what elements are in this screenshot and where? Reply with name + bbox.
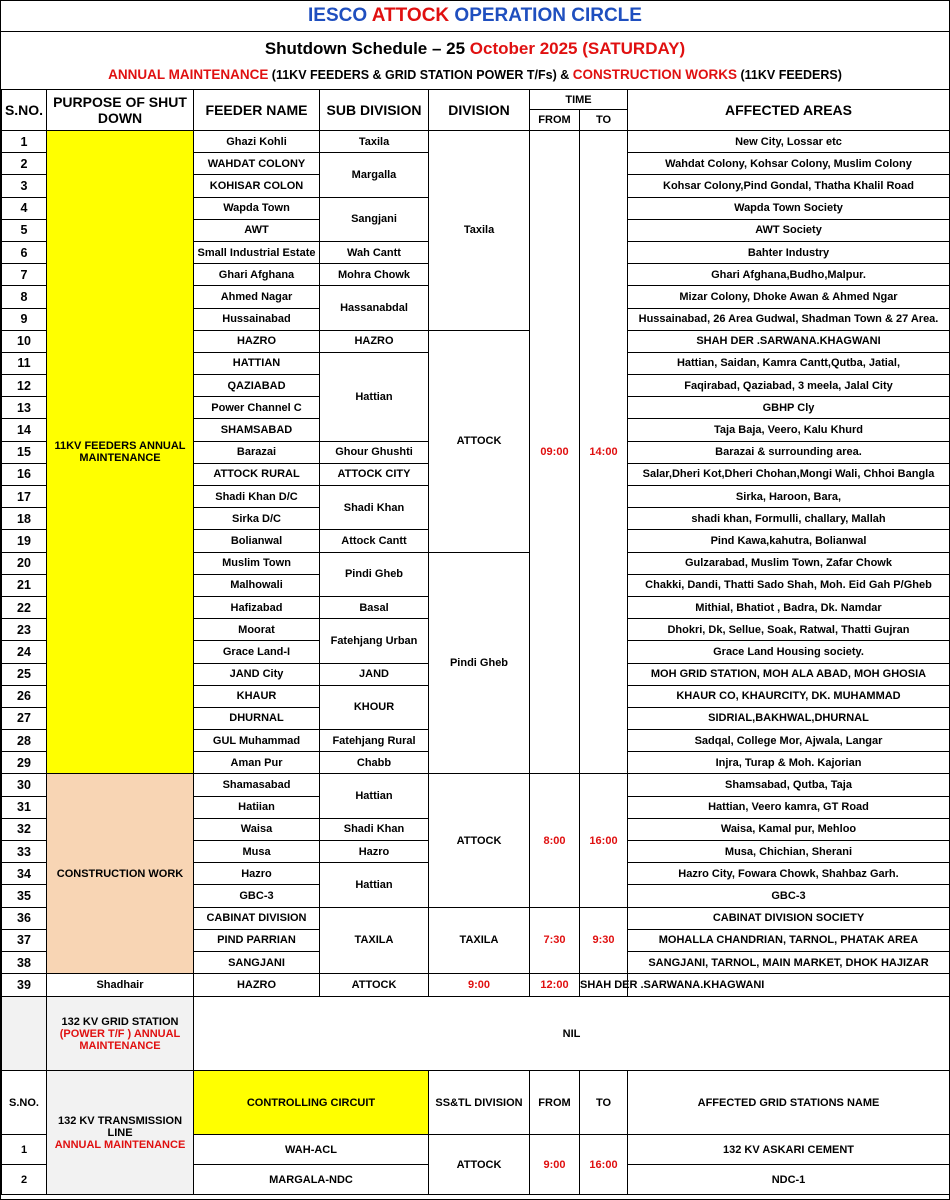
col-division: DIVISION — [429, 90, 530, 131]
tl-from: 9:00 — [530, 1135, 580, 1195]
feeder-cell: Shadhair — [47, 974, 194, 997]
col-subdivision: SUB DIVISION — [320, 90, 429, 131]
division-cell: ATTOCK — [320, 974, 429, 997]
sno-cell: 10 — [2, 330, 47, 352]
feeder-cell: AWT — [194, 219, 320, 241]
sno-cell: 5 — [2, 219, 47, 241]
subdivision-cell: HAZRO — [194, 974, 320, 997]
feeder-cell: Hatiian — [194, 796, 320, 818]
tl-col-division: SS&TL DIVISION — [429, 1071, 530, 1135]
tl-circuit: WAH-ACL — [194, 1135, 429, 1165]
division-cell: ATTOCK — [429, 330, 530, 552]
affected-area-cell: Kohsar Colony,Pind Gondal, Thatha Khalil Road — [628, 175, 950, 197]
sno-cell: 4 — [2, 197, 47, 219]
affected-area-cell: SANGJANI, TARNOL, MAIN MARKET, DHOK HAJIZAR — [628, 951, 950, 973]
subdivision-cell: Hattian — [320, 863, 429, 907]
affected-area-cell: SHAH DER .SARWANA.KHAGWANI — [628, 330, 950, 352]
tl-label — [47, 1071, 194, 1195]
sno-cell: 24 — [2, 641, 47, 663]
feeder-cell: Ghari Afghana — [194, 264, 320, 286]
table-row — [2, 774, 950, 796]
feeder-cell: KHAUR — [194, 685, 320, 707]
sno-cell: 18 — [2, 508, 47, 530]
feeder-cell: Moorat — [194, 619, 320, 641]
feeder-cell: Muslim Town — [194, 552, 320, 574]
table-row — [2, 974, 950, 997]
affected-area-cell: Faqirabad, Qaziabad, 3 meela, Jalal City — [628, 375, 950, 397]
sno-cell: 34 — [2, 863, 47, 885]
affected-area-cell: Taja Baja, Veero, Kalu Khurd — [628, 419, 950, 441]
feeder-cell: Aman Pur — [194, 752, 320, 774]
affected-area-cell: SHAH DER .SARWANA.KHAGWANI — [580, 974, 628, 997]
feeder-cell: Barazai — [194, 441, 320, 463]
time-to-cell: 9:30 — [580, 907, 628, 974]
col-purpose: PURPOSE OF SHUT DOWN — [47, 90, 194, 131]
subdivision-cell: Taxila — [320, 131, 429, 153]
sno-cell: 25 — [2, 663, 47, 685]
affected-area-cell: Grace Land Housing society. — [628, 641, 950, 663]
feeder-cell: HAZRO — [194, 330, 320, 352]
subdivision-cell: Hattian — [320, 774, 429, 818]
affected-area-cell: Shamsabad, Qutba, Taja — [628, 774, 950, 796]
tl-sno: 2 — [2, 1165, 47, 1195]
sno-cell: 13 — [2, 397, 47, 419]
affected-area-cell: Hattian, Veero kamra, GT Road — [628, 796, 950, 818]
affected-area-cell: SIDRIAL,BAKHWAL,DHURNAL — [628, 707, 950, 729]
affected-area-cell: Sirka, Haroon, Bara, — [628, 486, 950, 508]
feeder-cell: HATTIAN — [194, 352, 320, 374]
sno-cell: 9 — [2, 308, 47, 330]
col-time: TIME — [530, 90, 628, 110]
feeder-cell: Bolianwal — [194, 530, 320, 552]
time-from-cell: 8:00 — [530, 774, 580, 907]
tl-to: 16:00 — [580, 1135, 628, 1195]
feeder-cell: CABINAT DIVISION — [194, 907, 320, 929]
subdivision-cell: Fatehjang Urban — [320, 619, 429, 663]
subdivision-cell: Pindi Gheb — [320, 552, 429, 596]
subdivision-cell: Shadi Khan — [320, 818, 429, 840]
tl-label-red: ANNUAL MAINTENANCE — [54, 1138, 186, 1151]
affected-area-cell: CABINAT DIVISION SOCIETY — [628, 907, 950, 929]
subdivision-cell: ATTOCK CITY — [320, 463, 429, 485]
sno-cell: 6 — [2, 241, 47, 263]
feeder-cell: Musa — [194, 841, 320, 863]
tl-station: NDC-1 — [628, 1165, 950, 1195]
subdivision-cell: JAND — [320, 663, 429, 685]
affected-area-cell: Hazro City, Fowara Chowk, Shahbaz Garh. — [628, 863, 950, 885]
blank-cell — [2, 997, 47, 1071]
feeder-cell: Grace Land-I — [194, 641, 320, 663]
feeder-cell: Power Channel C — [194, 397, 320, 419]
feeder-cell: Hafizabad — [194, 596, 320, 618]
subdivision-cell: Wah Cantt — [320, 241, 429, 263]
subdivision-cell: Chabb — [320, 752, 429, 774]
sno-cell: 21 — [2, 574, 47, 596]
affected-area-cell: AWT Society — [628, 219, 950, 241]
affected-area-cell: shadi khan, Formulli, challary, Mallah — [628, 508, 950, 530]
sno-cell: 1 — [2, 131, 47, 153]
feeder-cell: Waisa — [194, 818, 320, 840]
sno-cell: 2 — [2, 153, 47, 175]
sno-cell: 8 — [2, 286, 47, 308]
table-row — [2, 997, 950, 1071]
sno-cell: 26 — [2, 685, 47, 707]
affected-area-cell: Bahter Industry — [628, 241, 950, 263]
table-row — [2, 90, 950, 110]
affected-area-cell: New City, Lossar etc — [628, 131, 950, 153]
time-to-cell: 16:00 — [580, 774, 628, 907]
grid-station-label-red: (POWER T/F ) ANNUAL MAINTENANCE — [59, 1027, 181, 1052]
feeder-cell: Ahmed Nagar — [194, 286, 320, 308]
feeder-cell: Hussainabad — [194, 308, 320, 330]
subdivision-cell: Hazro — [320, 841, 429, 863]
subdivision-cell: Ghour Ghushti — [320, 441, 429, 463]
tl-col-stations: AFFECTED GRID STATIONS NAME — [628, 1071, 950, 1135]
subdivision-cell: Hattian — [320, 352, 429, 441]
feeder-cell: PIND PARRIAN — [194, 929, 320, 951]
shutdown-table — [1, 89, 950, 1195]
sno-cell: 32 — [2, 818, 47, 840]
affected-area-cell: GBHP Cly — [628, 397, 950, 419]
affected-area-cell: MOHALLA CHANDRIAN, TARNOL, PHATAK AREA — [628, 929, 950, 951]
sno-cell: 30 — [2, 774, 47, 796]
affected-area-cell: GBC-3 — [628, 885, 950, 907]
col-from: FROM — [530, 110, 580, 131]
feeder-cell: JAND City — [194, 663, 320, 685]
affected-area-cell: Wahdat Colony, Kohsar Colony, Muslim Colony — [628, 153, 950, 175]
subdivision-cell: Mohra Chowk — [320, 264, 429, 286]
table-row — [2, 1071, 950, 1135]
feeder-cell: Shadi Khan D/C — [194, 486, 320, 508]
feeder-cell: Small Industrial Estate — [194, 241, 320, 263]
affected-area-cell: Hattian, Saidan, Kamra Cantt,Qutba, Jatial, — [628, 352, 950, 374]
affected-area-cell: Dhokri, Dk, Sellue, Soak, Ratwal, Thatti Gujran — [628, 619, 950, 641]
sno-cell: 27 — [2, 707, 47, 729]
subdivision-cell: Attock Cantt — [320, 530, 429, 552]
tl-col-from: FROM — [530, 1071, 580, 1135]
sno-cell: 14 — [2, 419, 47, 441]
tl-label-black: 132 KV TRANSMISSION LINE — [57, 1114, 183, 1139]
sno-cell: 15 — [2, 441, 47, 463]
time-from-cell: 9:00 — [429, 974, 530, 997]
sno-cell: 23 — [2, 619, 47, 641]
feeder-cell: Hazro — [194, 863, 320, 885]
feeder-cell: Ghazi Kohli — [194, 131, 320, 153]
sno-cell: 36 — [2, 907, 47, 929]
tl-sno: 1 — [2, 1135, 47, 1165]
time-to-cell: 12:00 — [530, 974, 580, 997]
sno-cell: 7 — [2, 264, 47, 286]
feeder-cell: Malhowali — [194, 574, 320, 596]
sno-cell: 17 — [2, 486, 47, 508]
grid-station-label — [47, 997, 194, 1071]
affected-area-cell: Mithial, Bhatiot , Badra, Dk. Namdar — [628, 596, 950, 618]
tl-station: 132 KV ASKARI CEMENT — [628, 1135, 950, 1165]
sno-cell: 12 — [2, 375, 47, 397]
sno-cell: 19 — [2, 530, 47, 552]
feeder-cell: SHAMSABAD — [194, 419, 320, 441]
sno-cell: 3 — [2, 175, 47, 197]
schedule-subtitle: ANNUAL MAINTENANCE (11KV FEEDERS & GRID STATION POWER T/Fs) & CONSTRUCTION WORKS (11KV FEEDERS) — [108, 67, 842, 82]
sno-cell: 28 — [2, 730, 47, 752]
sno-cell: 38 — [2, 951, 47, 973]
sno-cell: 33 — [2, 841, 47, 863]
division-cell: ATTOCK — [429, 774, 530, 907]
affected-area-cell: Injra, Turap & Moh. Kajorian — [628, 752, 950, 774]
subdivision-cell: KHOUR — [320, 685, 429, 729]
tl-col-circuit: CONTROLLING CIRCUIT — [194, 1071, 429, 1135]
sno-cell: 11 — [2, 352, 47, 374]
subdivision-cell: Margalla — [320, 153, 429, 197]
feeder-cell: GBC-3 — [194, 885, 320, 907]
subdivision-cell: Hassanabdal — [320, 286, 429, 330]
feeder-cell: QAZIABAD — [194, 375, 320, 397]
affected-area-cell: Waisa, Kamal pur, Mehloo — [628, 818, 950, 840]
feeder-cell: SANGJANI — [194, 951, 320, 973]
subdivision-cell: Sangjani — [320, 197, 429, 241]
grid-station-value: NIL — [194, 997, 950, 1071]
division-cell: Pindi Gheb — [429, 552, 530, 774]
affected-area-cell: MOH GRID STATION, MOH ALA ABAD, MOH GHOSIA — [628, 663, 950, 685]
division-cell: Taxila — [429, 131, 530, 331]
time-to-cell: 14:00 — [580, 131, 628, 774]
sno-cell: 20 — [2, 552, 47, 574]
time-from-cell: 09:00 — [530, 131, 580, 774]
sno-cell: 35 — [2, 885, 47, 907]
sno-cell: 16 — [2, 463, 47, 485]
subdivision-cell: HAZRO — [320, 330, 429, 352]
affected-area-cell: Mizar Colony, Dhoke Awan & Ahmed Ngar — [628, 286, 950, 308]
sno-cell: 22 — [2, 596, 47, 618]
time-from-cell: 7:30 — [530, 907, 580, 974]
feeder-cell: Shamasabad — [194, 774, 320, 796]
affected-area-cell: Pind Kawa,kahutra, Bolianwal — [628, 530, 950, 552]
affected-area-cell: Ghari Afghana,Budho,Malpur. — [628, 264, 950, 286]
sno-cell: 37 — [2, 929, 47, 951]
affected-area-cell: Musa, Chichian, Sherani — [628, 841, 950, 863]
affected-area-cell: Wapda Town Society — [628, 197, 950, 219]
col-feeder: FEEDER NAME — [194, 90, 320, 131]
col-sno: S.NO. — [2, 90, 47, 131]
feeder-cell: Wapda Town — [194, 197, 320, 219]
tl-circuit: MARGALA-NDC — [194, 1165, 429, 1195]
affected-area-cell: Hussainabad, 26 Area Gudwal, Shadman Town & 27 Area. — [628, 308, 950, 330]
sno-cell: 31 — [2, 796, 47, 818]
grid-station-label-black: 132 KV GRID STATION — [61, 1015, 179, 1028]
table-row — [2, 131, 950, 153]
feeder-cell: Sirka D/C — [194, 508, 320, 530]
feeder-cell: GUL Muhammad — [194, 730, 320, 752]
affected-area-cell: Sadqal, College Mor, Ajwala, Langar — [628, 730, 950, 752]
feeder-cell: WAHDAT COLONY — [194, 153, 320, 175]
subdivision-cell: Shadi Khan — [320, 486, 429, 530]
schedule-title: Shutdown Schedule – 25 October 2025 (SATURDAY) — [264, 39, 686, 58]
tl-col-to: TO — [580, 1071, 628, 1135]
affected-area-cell: Gulzarabad, Muslim Town, Zafar Chowk — [628, 552, 950, 574]
subdivision-cell: Basal — [320, 596, 429, 618]
feeder-cell: ATTOCK RURAL — [194, 463, 320, 485]
feeder-cell: KOHISAR COLON — [194, 175, 320, 197]
subdivision-cell: Fatehjang Rural — [320, 730, 429, 752]
affected-area-cell: Chakki, Dandi, Thatti Sado Shah, Moh. Eid Gah P/Gheb — [628, 574, 950, 596]
tl-division: ATTOCK — [429, 1135, 530, 1195]
tl-col-sno: S.NO. — [2, 1071, 47, 1135]
circle-title: IESCO ATTOCK OPERATION CIRCLE — [1, 1, 949, 32]
col-areas: AFFECTED AREAS — [628, 90, 950, 131]
col-to: TO — [580, 110, 628, 131]
subdivision-cell: TAXILA — [320, 907, 429, 974]
affected-area-cell: Barazai & surrounding area. — [628, 441, 950, 463]
affected-area-cell: Salar,Dheri Kot,Dheri Chohan,Mongi Wali, Chhoi Bangla — [628, 463, 950, 485]
division-cell: TAXILA — [429, 907, 530, 974]
sno-cell: 29 — [2, 752, 47, 774]
purpose-maintenance: 11KV FEEDERS ANNUAL MAINTENANCE — [47, 131, 194, 774]
purpose-construction: CONSTRUCTION WORK — [47, 774, 194, 974]
sno-cell: 39 — [2, 974, 47, 997]
affected-area-cell: KHAUR CO, KHAURCITY, DK. MUHAMMAD — [628, 685, 950, 707]
feeder-cell: DHURNAL — [194, 707, 320, 729]
